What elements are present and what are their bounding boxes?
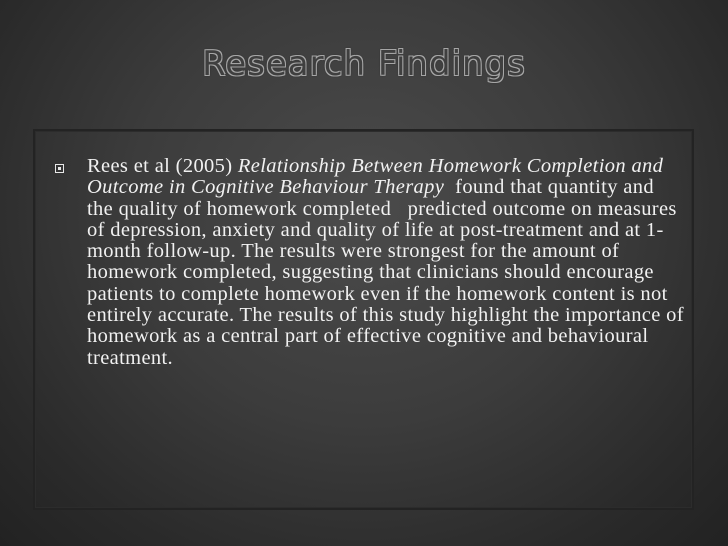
bullet-list bbox=[55, 155, 690, 369]
bullet-item bbox=[55, 155, 690, 369]
study-title: Relationship Between Homework Completion and Outcome in Cognitive Behaviour Therapy bbox=[87, 155, 664, 199]
citation-lead: Rees et al (2005) bbox=[87, 155, 233, 177]
slide-title: Research Findings bbox=[202, 44, 526, 84]
square-bullet-icon bbox=[55, 164, 64, 173]
findings-text: found that quantity and the quality of homework completed predicted outcome on measures of depression, anxiety and quality of life at post-treatment and at 1-month follow-up. The results were strongest for the amount of homework completed, suggesting that clinicians should encourage patients to complete homework even if the homework content is not entirely accurate. The results of this study highlight the importance of homework as a central part of effective cognitive and behavioural treatment. bbox=[87, 176, 690, 369]
bullet-text bbox=[87, 155, 690, 369]
